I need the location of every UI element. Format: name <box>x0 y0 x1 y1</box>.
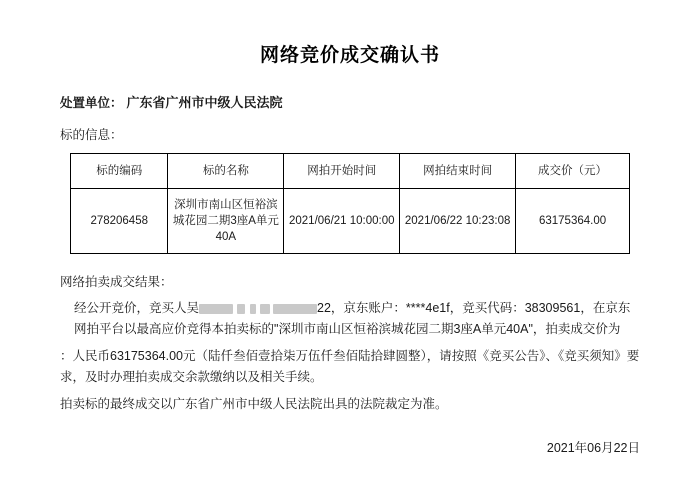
disposal-unit-label: 处置单位： <box>60 96 123 110</box>
header-price: 成交价（元） <box>516 154 630 189</box>
cell-price: 63175364.00 <box>516 189 630 254</box>
cell-code: 278206458 <box>71 189 168 254</box>
target-info-table <box>70 153 630 254</box>
cell-end-time: 2021/06/22 10:23:08 <box>400 189 516 254</box>
redacted-block <box>250 304 256 314</box>
result-paragraph-2: ：人民币63175364.00元（陆仟叁佰壹拾柒万伍仟叁佰陆拾肆圆整），请按照《竞买公告》、《竞买须知》要求，及时办理拍卖成交余款缴纳以及相关手续。 <box>60 349 640 384</box>
redacted-block <box>260 304 270 314</box>
header-start-time: 网拍开始时间 <box>284 154 400 189</box>
target-info-label: 标的信息： <box>60 128 123 142</box>
header-name: 标的名称 <box>168 154 284 189</box>
bidder-details: 22，京东账户：****4e1f，竞买代码：38309561，在京东网拍平台以最高应价竞得本拍卖标的"深圳市南山区恒裕滨城花园二期3座A单元40A"，拍卖成交价为 <box>74 301 631 336</box>
page-title: 网络竞价成交确认书 <box>259 45 440 66</box>
header-end-time: 网拍结束时间 <box>400 154 516 189</box>
bidder-prefix: 经公开竞价，竞买人吴 <box>74 301 200 315</box>
disposal-unit-row <box>60 93 640 113</box>
auction-result-label: 网络拍卖成交结果： <box>60 275 173 289</box>
redacted-block <box>273 304 317 314</box>
disposal-unit-value: 广东省广州市中级人民法院 <box>126 95 283 110</box>
redacted-block <box>237 304 245 314</box>
document-page <box>0 40 700 498</box>
document-date: 2021年06月22日 <box>546 441 640 455</box>
header-code: 标的编码 <box>71 154 168 189</box>
redacted-block <box>199 304 233 314</box>
table-header-row <box>71 154 630 189</box>
table-row <box>71 189 630 254</box>
result-paragraph-1 <box>60 298 640 340</box>
cell-start-time: 2021/06/21 10:00:00 <box>284 189 400 254</box>
result-paragraph-3: 拍卖标的最终成交以广东省广州市中级人民法院出具的法院裁定为准。 <box>60 397 448 411</box>
cell-name: 深圳市南山区恒裕滨城花园二期3座A单元40A <box>168 189 284 254</box>
